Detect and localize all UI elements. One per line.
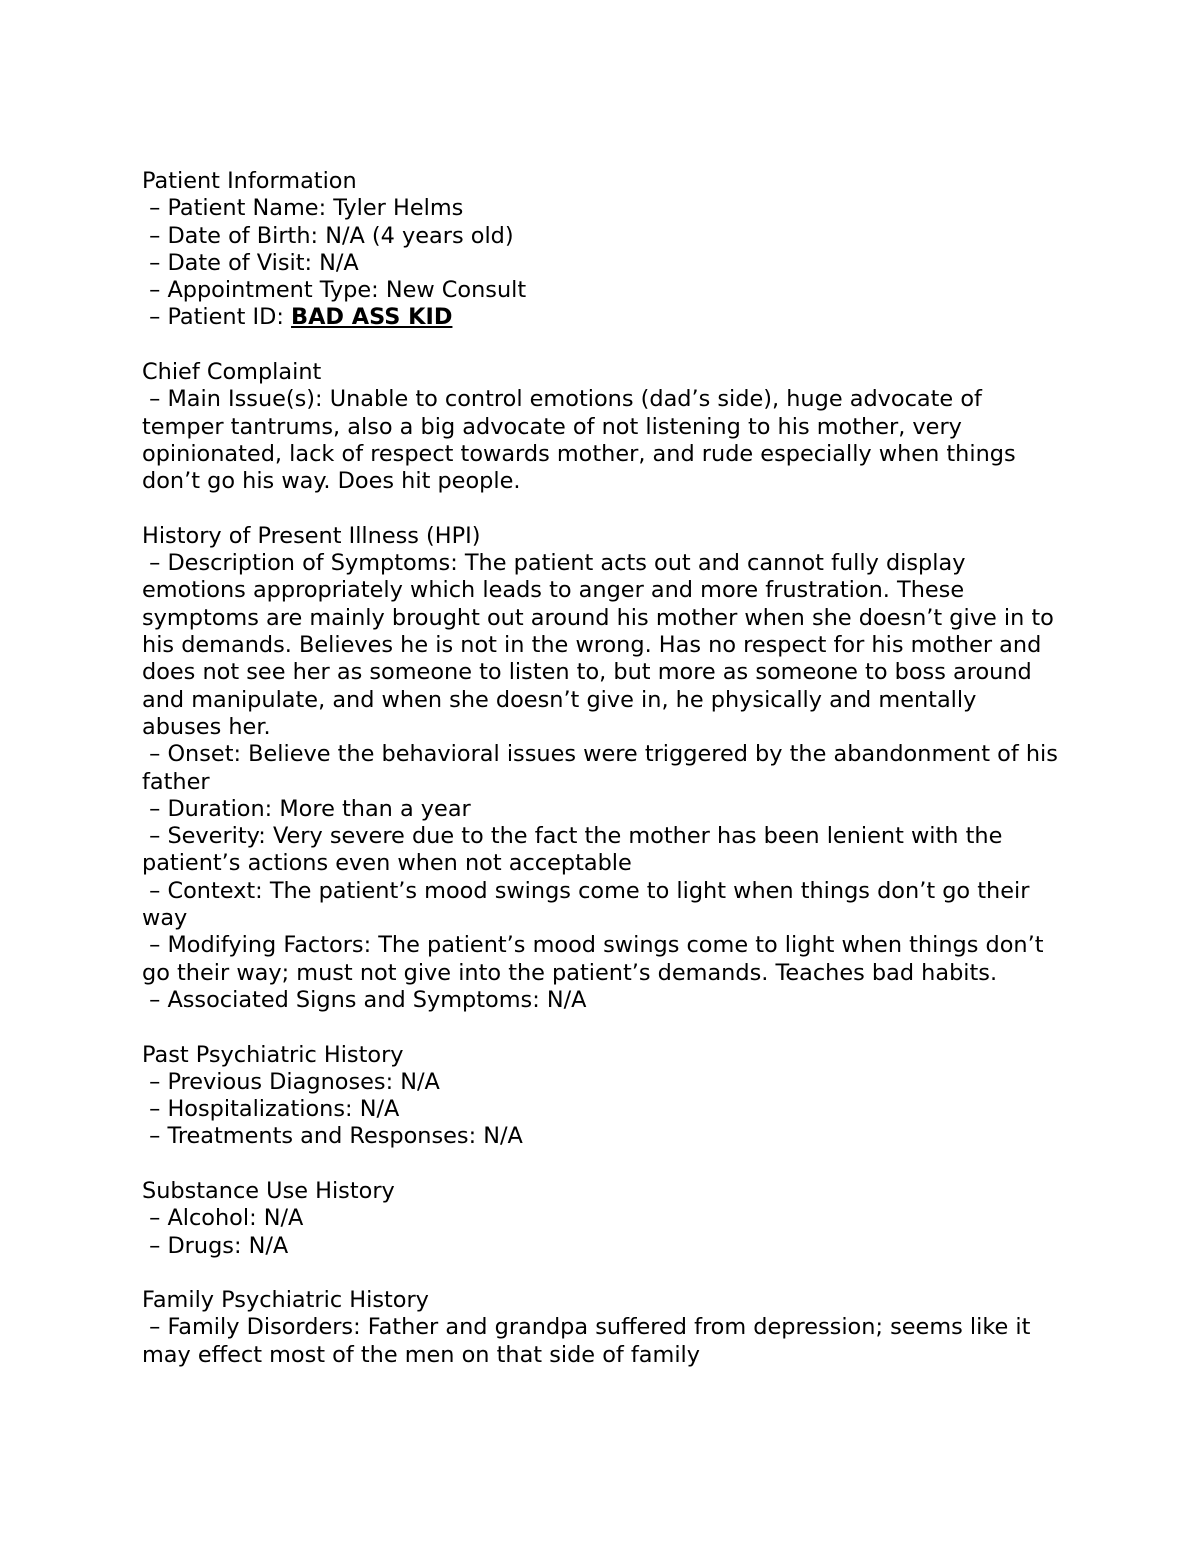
section-heading: Past Psychiatric History	[142, 1041, 404, 1068]
associated-signs-line: – Associated Signs and Symptoms: N/A	[142, 986, 587, 1013]
previous-diagnoses-line: – Previous Diagnoses: N/A	[142, 1068, 440, 1095]
main-issue-paragraph: – Main Issue(s): Unable to control emotions (dad’s side), huge advocate of temper tantrums, also a big advocate of not listening to his mother, very opinionated, lack of respect towards mother, and rude especially when things don’t go his way. Does hit people.	[142, 386, 1023, 495]
appointment-type-line: – Appointment Type: New Consult	[142, 277, 527, 304]
modifying-factors-line: – Modifying Factors: The patient’s mood swings come to light when things don’t go their way; must not give into the patient’s demands. Teaches bad habits.	[142, 932, 1051, 986]
document-body	[142, 168, 1066, 1396]
section-family-psychiatric-history	[142, 1287, 1062, 1369]
duration-line: – Duration: More than a year	[142, 795, 471, 822]
date-of-birth-line: – Date of Birth: N/A (4 years old)	[142, 222, 514, 249]
date-of-visit-line: – Date of Visit: N/A	[142, 249, 359, 276]
patient-name-line: – Patient Name: Tyler Helms	[142, 195, 464, 222]
onset-line: – Onset: Believe the behavioral issues were triggered by the abandonment of his father	[142, 741, 1066, 795]
context-line: – Context: The patient’s mood swings come to light when things don’t go their way	[142, 877, 1037, 932]
section-hpi	[142, 522, 1066, 1014]
family-disorders-line: – Family Disorders: Father and grandpa suffered from depression; seems like it may effect most of the men on that side of family	[142, 1314, 1038, 1368]
section-heading: History of Present Illness (HPI)	[142, 522, 481, 549]
description-paragraph: – Description of Symptoms: The patient acts out and cannot fully display emotions appropriately which leads to anger and more frustration. These symptoms are mainly brought out around his mother when she doesn’t give in to his demands. Believes he is not in the wrong. Has no respect for his mother and does not see her as someone to listen to, but more as someone to boss around and manipulate, and when she doesn’t give in, he physically and mentally abuses her.	[142, 550, 1061, 740]
section-patient-information	[142, 168, 1062, 332]
patient-id-value: BAD ASS KID	[291, 304, 453, 331]
section-heading: Substance Use History	[142, 1177, 395, 1204]
severity-line: – Severity: Very severe due to the fact the mother has been lenient with the patient’s actions even when not acceptable	[142, 823, 1010, 877]
section-heading: Patient Information	[142, 168, 357, 194]
hospitalizations-line: – Hospitalizations: N/A	[142, 1096, 400, 1123]
section-past-psychiatric-history	[142, 1042, 1062, 1151]
section-substance-use-history	[142, 1178, 1062, 1260]
section-heading: Family Psychiatric History	[142, 1287, 429, 1314]
patient-id-label: – Patient ID:	[142, 304, 292, 331]
section-chief-complaint	[142, 359, 1062, 495]
treatments-line: – Treatments and Responses: N/A	[142, 1123, 523, 1150]
drugs-line: – Drugs: N/A	[142, 1232, 289, 1259]
alcohol-line: – Alcohol: N/A	[142, 1205, 304, 1232]
patient-id-line	[142, 304, 1062, 331]
section-heading: Chief Complaint	[142, 359, 322, 386]
